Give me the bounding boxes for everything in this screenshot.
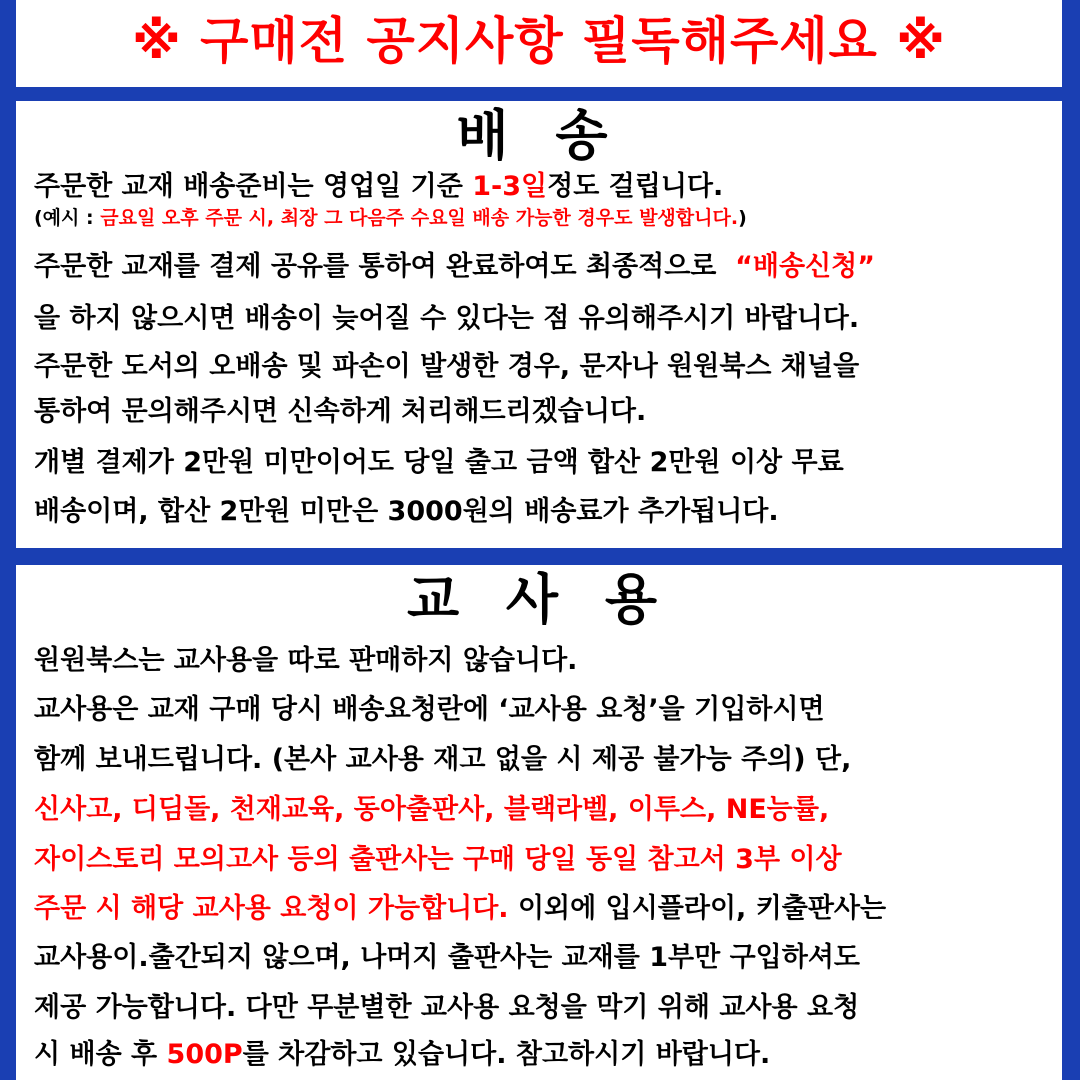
shipping-request-highlight: “배송신청” bbox=[735, 251, 875, 282]
teacher-line-1: 원원북스는 교사용을 따로 판매하지 않습니다. bbox=[34, 645, 578, 676]
shipping-line-8: 배송이며, 합산 2만원 미만은 3000원의 배송료가 추가됩니다. bbox=[34, 496, 779, 527]
teacher-title: 교 사 용 bbox=[406, 568, 672, 631]
shipping-example-open: (예시 : bbox=[34, 207, 101, 229]
shipping-line-3-a: 주문한 교재를 결제 공유를 통하여 완료하여도 최종적으로 bbox=[34, 251, 736, 282]
shipping-line-5: 주문한 도서의 오배송 및 파손이 발생한 경우, 문자나 원원북스 채널을 bbox=[34, 351, 860, 382]
notice-banner bbox=[16, 0, 1062, 87]
shipping-line-7: 개별 결제가 2만원 미만이어도 당일 출고 금액 합산 2만원 이상 무료 bbox=[34, 447, 844, 478]
teacher-edition-section bbox=[16, 565, 1062, 1080]
teacher-line-2: 교사용은 교재 구매 당시 배송요청란에 ‘교사용 요청’을 기입하시면 bbox=[34, 694, 825, 725]
teacher-line-7: 교사용이.출간되지 않으며, 나머지 출판사는 교재를 1부만 구입하셔도 bbox=[34, 942, 860, 973]
teacher-line-6 bbox=[34, 891, 886, 927]
shipping-line-1-c: 정도 걸립니다. bbox=[547, 171, 724, 202]
teacher-line-8: 제공 가능합니다. 다만 무분별한 교사용 요청을 막기 위해 교사용 요청 bbox=[34, 992, 860, 1023]
shipping-example-close: ) bbox=[738, 207, 747, 229]
shipping-line-3 bbox=[34, 249, 875, 285]
teacher-line-9-c: 를 차감하고 있습니다. 참고하시기 바랍니다. bbox=[242, 1039, 771, 1070]
shipping-title: 배 송 bbox=[456, 104, 622, 167]
teacher-publishers-line-1: 신사고, 디딤돌, 천재교육, 동아출판사, 블랙라벨, 이투스, NE능률, bbox=[34, 794, 830, 825]
shipping-section bbox=[16, 101, 1062, 548]
teacher-line-6-b: 이외에 입시플라이, 키출판사는 bbox=[508, 893, 887, 924]
banner-title: ※ 구매전 공지사항 필독해주세요 ※ bbox=[132, 12, 946, 70]
teacher-request-available: 주문 시 해당 교사용 요청이 가능합니다. bbox=[34, 893, 509, 924]
shipping-line-1 bbox=[34, 169, 723, 205]
shipping-days-highlight: 1-3일 bbox=[472, 171, 548, 202]
shipping-line-1-a: 주문한 교재 배송준비는 영업일 기준 bbox=[34, 171, 473, 202]
teacher-line-3: 함께 보내드립니다. (본사 교사용 재고 없을 시 제공 불가능 주의) 단, bbox=[34, 744, 852, 775]
teacher-line-9 bbox=[34, 1037, 770, 1073]
shipping-line-6: 통하여 문의해주시면 신속하게 처리해드리겠습니다. bbox=[34, 396, 647, 427]
shipping-example-line bbox=[34, 205, 747, 231]
shipping-line-4: 을 하지 않으시면 배송이 늦어질 수 있다는 점 유의해주시기 바랍니다. bbox=[34, 303, 860, 334]
teacher-line-9-a: 시 배송 후 bbox=[34, 1039, 167, 1070]
shipping-example-text: 금요일 오후 주문 시, 최장 그 다음주 수요일 배송 가능한 경우도 발생합니다. bbox=[100, 207, 739, 229]
points-deduction-highlight: 500P bbox=[166, 1039, 243, 1070]
teacher-publishers-line-2: 자이스토리 모의고사 등의 출판사는 구매 당일 동일 참고서 3부 이상 bbox=[34, 844, 842, 875]
